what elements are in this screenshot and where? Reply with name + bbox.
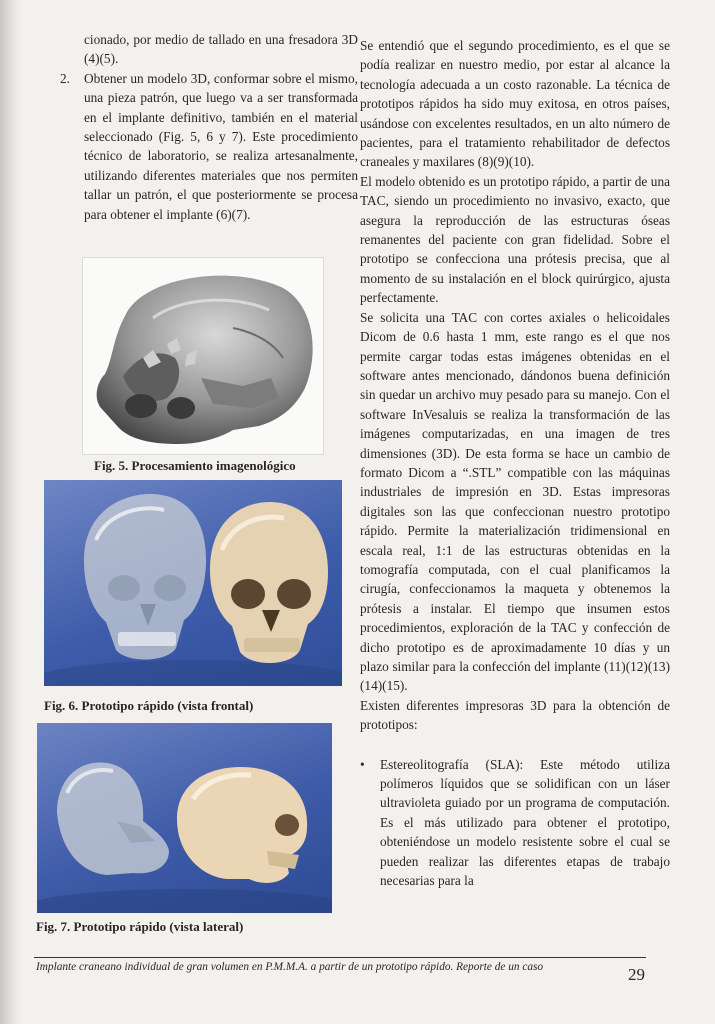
lateral-skulls-illustration: [37, 723, 332, 913]
skull-render-illustration: [83, 258, 323, 454]
frontal-skulls-illustration: [44, 480, 342, 686]
page-binding-shadow: [0, 0, 22, 1024]
footer-rule: [34, 957, 646, 958]
item-number: 2.: [60, 70, 70, 86]
bullet-dot: •: [360, 756, 365, 772]
figure-7-caption: Fig. 7. Prototipo rápido (vista lateral): [36, 919, 244, 934]
figure-6-caption: Fig. 6. Prototipo rápido (vista frontal): [44, 698, 254, 713]
continuation-paragraph: cionado, por medio de tallado en una fresadora 3D (4)(5).: [84, 32, 358, 67]
paragraph-printer-types: Existen diferentes impresoras 3D para la obtención de prototipos:: [360, 697, 670, 733]
paragraph-procedure-choice: Se entendió que el segundo procedimiento, es el que se podía realizar en nuestro medio, por estar al alcance la tecnología adecuada a un costo razonable. La técnica de prototipos rápidos ha sido muy exitosa, en otros países, usándose con excelentes resultados, en un alto número de pacientes, para el tratamiento rehabilitador de defectos craneales y maxilares (8)(9)(10).: [360, 38, 670, 170]
right-column: [360, 36, 670, 890]
figure-6-frontal-prototype-photo: [44, 480, 342, 686]
item-2-text: Obtener un modelo 3D, conformar sobre el mismo, una pieza patrón, que luego va a ser transformada en el implante definitivo, también en el material seleccionado (Fig. 5, 6 y 7). Este procedimiento técnico de laboratorio, se realiza artesanalmente, utilizando diferentes materiales que nos permiten tallar un patrón, el que posteriormente se procesa para obtener el implante (6)(7).: [84, 70, 358, 222]
page-number: 29: [628, 965, 645, 984]
figure-5-caption: Fig. 5. Procesamiento imagenológico: [94, 458, 296, 473]
figure-7-lateral-prototype-photo: [37, 723, 332, 913]
bullet-stereolithography: [360, 755, 670, 891]
left-column: [40, 30, 358, 224]
paragraph-rapid-prototype: El modelo obtenido es un prototipo rápido, a partir de una TAC, siendo un procedimiento no invasivo, exacto, que asegura la reproducción de las estructuras óseas remanentes del paciente con gran fidelidad. Sobre el prototipo se confecciona una prótesis precisa, que al momento de su instalación en el block quirúrgico, ajusta perfectamente.: [360, 173, 670, 306]
paragraph-tac-processing: Se solicita una TAC con cortes axiales o helicoidales Dicom de 0.6 hasta 1 mm, este rango es el que nos permite cargar todas estas imágenes obtenidas en el software antes mencionado, dándonos buena definición sin quedar un archivo muy pesado para su manejo. Con el software InVesaluis se realiza la transformación de las imágenes computarizadas, en una imagen de tres dimensiones (3D). De esta forma se hace un cambio de formato Dicom a “.STL” compatible con las máquinas industriales de impresión en 3D. Estas impresoras digitales son las que confeccionan nuestro prototipo rápido. Permite la materialización tridimensional en escala real, 1:1 de las estructuras obtenidas en la tomografía computada, con el cual planificamos la cirugía, confeccionamos la maqueta y obtenemos la prótesis a instalar. El tiempo que insumen estos procedimientos, exploración de la TAC y confección de dicho prototipo es de aproximadamente 10 días y un plazo similar para la confección del implante (11)(12)(13)(14)(15).: [360, 309, 670, 694]
bullet-stereolithography-text: Estereolitografía (SLA): Este método utiliza polímeros líquidos que se solidifican con un láser ultravioleta guiado por un programa de computación. Es el más utilizado para obtener el prototipo, obteniéndose un modelo resistente sobre el cual se pueden realizar las diferentes etapas de trabajo necesarias para la: [380, 756, 670, 889]
running-footer-title: Implante craneano individual de gran volumen en P.M.M.A. a partir de un prototipo rápido. Reporte de un caso: [36, 961, 544, 973]
numbered-item-2: [40, 69, 358, 224]
figure-5-3d-skull-render: [82, 257, 324, 455]
